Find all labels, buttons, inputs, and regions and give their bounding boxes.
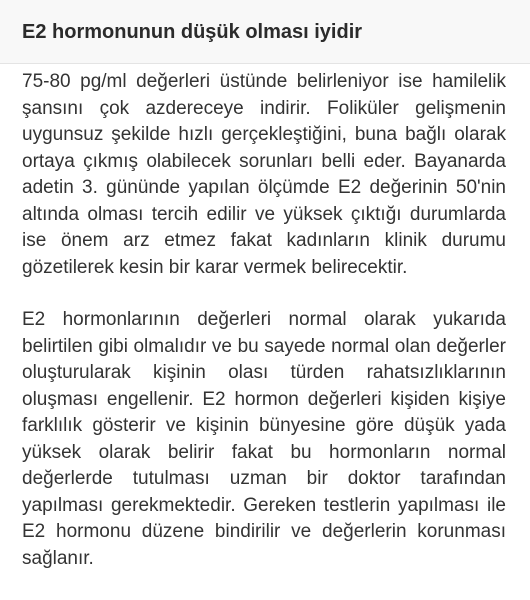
- article-body: [22, 69, 506, 572]
- paragraph-2: E2 hormonlarının değerleri normal olarak yukarıda belirtilen gibi olmalıdır ve bu sayede normal olan değerler oluşturularak kişinin olası türden rahatsızlıklarının oluşması engellenir. E2 hormon değerleri kişiden kişiye farklılık gösterir ve kişinin bünyesine göre düşük yada yüksek olarak belirir fakat bu hormonların normal değerlerde tutulması uzman bir doktor tarafından yapılması gerekmektedir. Gereken testlerin yapılması ile E2 hormonu düzene bindirilir ve değerlerin korunması sağlanır.: [22, 309, 506, 569]
- paragraph-1: 75-80 pg/ml değerleri üstünde belirleniyor ise hamilelik şansını çok azdereceye indirir. Foliküler gelişmenin uygunsuz şekilde hızlı gerçekleştiğini, buna bağlı olarak ortaya çıkmış olabilecek sorunları belli eder. Bayanarda adetin 3. gününde yapılan ölçümde E2 değerinin 50'nin altında olması tercih edilir ve yüksek çıktığı durumlarda ise önem arz etmez fakat kadınların klinik durumu gözetilerek kesin bir karar vermek belirecektir.: [22, 71, 506, 278]
- title-bar: [0, 0, 530, 64]
- article-title: E2 hormonunun düşük olması iyidir: [22, 21, 363, 43]
